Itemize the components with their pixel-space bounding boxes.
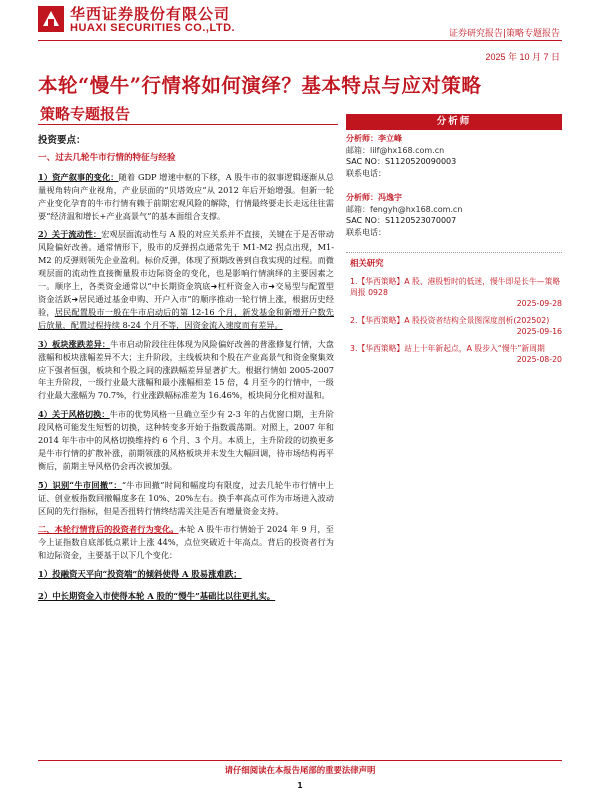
invest-label: 投资要点：: [38, 135, 86, 146]
paragraph: [38, 479, 334, 518]
paragraph-lead: 2）关于流动性：: [38, 229, 102, 240]
analyst-sac: SAC NO：S1120523070007: [346, 216, 457, 225]
analyst-phone: 联系电话：: [346, 227, 386, 237]
paragraph: [38, 171, 334, 223]
analyst-card: [346, 133, 562, 179]
paragraph-body: 本轮 A 股牛市行情始于 2024 年 9 月，至今上证指数自底部低点累计上涨 44%，点位突破近十年高点。背后的投资者行为和边际资金，主要基于以下几个变化：: [38, 524, 334, 561]
key-point: 2）中长期资金入市使得本轮 A 股的“慢牛”基础比以往更扎实。: [38, 591, 276, 602]
related-date: 2025-09-28: [516, 299, 562, 308]
paragraph-body: 牛市启动阶段往往体现为风险偏好改善的普涨修复行情，大盘涨幅和板块涨幅差异不大；主升阶段，主线板块和个股在产业高景气和资金聚集效应下强者恒强，板块和个股之间的涨跌幅差异显著扩大。根据行情如 2005-2007 年主升阶段，一级行业最大涨幅和最小涨幅相差 15 倍，4 月至今的行情中，一级行业最大涨幅为 70.7%，行业涨跌幅标准差为 16.46%，板块间分化相对温和。: [38, 338, 334, 401]
paragraph-body: 牛市的优势风格一旦确立至少有 2-3 年的占优窗口期，主升阶段风格可能发生短暂的切换，这种转变多开始于指数震荡期。对照上，2007 年和 2014 年牛市中的风格切换维持约 6 个月、3 个月。本质上，主升阶段的切换更多是牛市行情的扩散补涨，前期领涨的风格板块并未发生大幅回调，待市场结构再平衡后，前期主导风格仍会再次被加强。: [38, 409, 334, 471]
analyst-panel-title: 分析师: [346, 114, 562, 130]
related-link[interactable]: 2.【华西策略】A 股投资者结构全景图深度剖析(202502): [350, 316, 550, 325]
paragraph-body: “牛市回撤”时间和幅度均有限度，过去几轮牛市行情中上证、创业板指数回撤幅度多在 10%、20%左右。换手率高点可作为市场进入波动区间的先行指标，但是否扭转行情终结需关注是否有增量资金支持。: [38, 479, 334, 516]
report-category: 证券研究报告|策略专题报告: [448, 29, 560, 39]
section-heading-inline: 二、本轮行情背后的投资者行为变化。: [38, 524, 179, 535]
main-content: [38, 132, 334, 612]
analyst-panel: [346, 114, 562, 238]
analyst-name: 分析师：李立峰: [346, 134, 402, 143]
analyst-phone: 联系电话：: [346, 168, 386, 178]
analyst-email[interactable]: 邮箱：lilf@hx168.com.cn: [346, 145, 445, 155]
section-heading: 一、过去几轮牛市行情的特征与经验: [38, 152, 176, 163]
analyst-email[interactable]: 邮箱：fengyh@hx168.com.cn: [346, 204, 463, 214]
analyst-name: 分析师：冯逸宇: [346, 193, 402, 202]
related-link[interactable]: 3.【华西策略】站上十年新起点，A 股步入“慢牛”新周期: [350, 344, 545, 353]
subtitle-divider: [38, 124, 338, 125]
page-number: 1: [297, 781, 303, 790]
paragraph-lead: 5）识别“牛市回撤”：: [38, 479, 122, 490]
company-logo: [38, 2, 268, 38]
paragraph-lead: 3）板块涨跌差异：: [38, 338, 111, 349]
related-link[interactable]: 1.【华西策略】A 股、港股暂时的低迷，慢牛即是长牛—策略周报 0928: [350, 277, 561, 297]
paragraph: [38, 228, 334, 331]
paragraph-highlight: 居民配置股市一般在牛市启动后的第 12-16 个月，新发基金和新增开户数先后放量，配置过程持续 8-24 个月不等，因资金流入速度而有差异。: [38, 306, 334, 330]
related-research: [346, 252, 562, 364]
company-name-en: HUAXI SECURITIES CO.,LTD.: [70, 22, 236, 34]
analyst-card: [346, 192, 562, 238]
paragraph: [38, 523, 334, 562]
report-date: 2025 年 10 月 7 日: [485, 52, 560, 62]
footer-disclaimer: 请仔细阅读在本报告尾部的重要法律声明: [224, 765, 376, 775]
paragraph: [38, 338, 334, 403]
page-subtitle: 策略专题报告: [40, 105, 131, 123]
company-name-cn: 华西证券股份有限公司: [70, 5, 231, 23]
paragraph-lead: 4）关于风格切换：: [38, 409, 110, 420]
huaxi-logo-icon: [38, 6, 64, 32]
page-title: 本轮“慢牛”行情将如何演绎？基本特点与应对策略: [38, 74, 482, 97]
key-point: 1）投融资天平向“投资端”的倾斜使得 A 股易涨难跌；: [38, 569, 242, 580]
paragraph-body: 宏观层面流动性与 A 股的对应关系并不直接，关键在于是否带动风险偏好改善。通常情形下，股市的反弹拐点通常先于 M1-M2 拐点出现，M1-M2 的反弹则领先企业盈利。标价反弹，体现了预期改善到自我实现的过程。而微观层面的流动性直接衡量股市边际资金的变化，也是影响行情演绎的主要因素之一。顺序上，各类资金通常以“中长期资金筑底➜杠杆资金入市➜交易型与配置型资金活跃➜居民通过基金申购、开户入市”的顺序推动一轮行情上涨，根据历史经验，: [38, 229, 334, 317]
paragraph-lead: 1）资产叙事的变化：: [38, 171, 119, 182]
header-divider: [38, 40, 562, 41]
paragraph: [38, 408, 334, 473]
analyst-sac: SAC NO：S1120520090003: [346, 157, 457, 166]
footer-divider: [38, 760, 562, 761]
related-date: 2025-08-20: [516, 355, 562, 364]
related-title: 相关研究: [350, 258, 384, 268]
paragraph-body: 随着 GDP 增速中枢的下移，A 股牛市的叙事逻辑逐渐从总量视角转向产业视角，产业层面的“贝塔效应”从 2012 年后开始增强。但新一轮产业变化孕育的牛市行情有赖于前期宏观风险的解除，行情最终要走长走远往往需要“经济温和增长+产业高景气”的基本面组合支撑。: [38, 171, 334, 221]
related-date: 2025-09-16: [516, 327, 562, 336]
